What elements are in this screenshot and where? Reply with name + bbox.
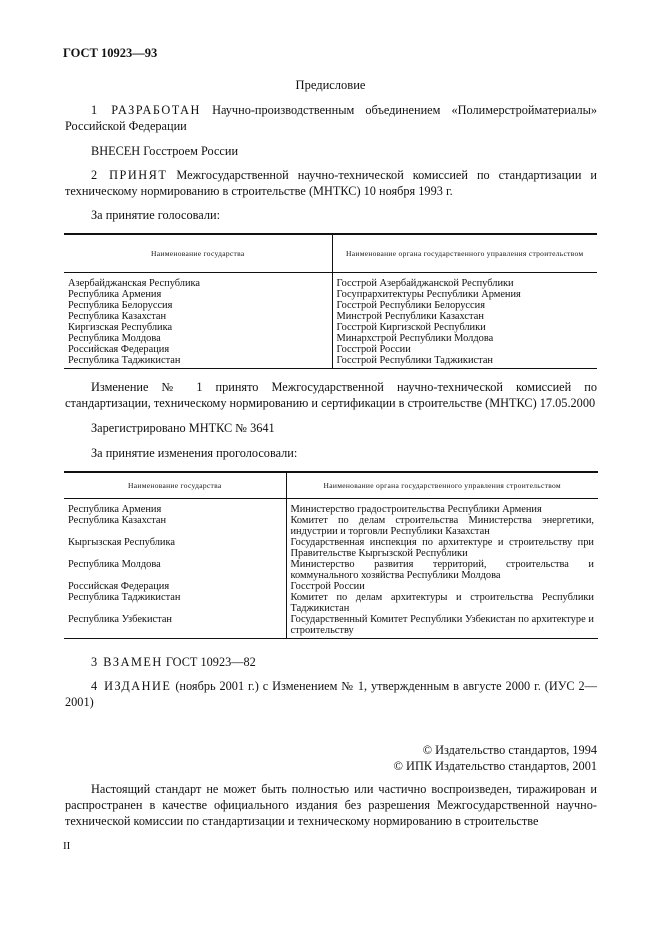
state-cell: Азербайджанская Республика — [64, 272, 332, 289]
state-cell: Республика Казахстан — [64, 515, 286, 537]
authority-cell: Государственная инспекция по архитектуре и строительству при Правительстве Кыргызской Республики — [290, 536, 594, 559]
table-row — [64, 614, 598, 639]
state-cell: Республика Армения — [64, 498, 286, 515]
state-cell: Российская Федерация — [64, 344, 332, 355]
paragraph-notice: Настоящий стандарт не может быть полностью или частично воспроизведен, тиражирован и распространен в качестве официального издания без разрешения Межгосударственной научно-технической комиссии по стандартизации и техническому нормированию в строительстве — [65, 782, 597, 828]
authority-cell: Минархстрой Республики Молдова — [336, 332, 494, 344]
state-cell: Кыргызская Республика — [64, 537, 286, 559]
vote-table-2-header-authority: Наименование органа государственного управления строительством — [286, 472, 598, 498]
table-row — [64, 592, 598, 614]
introduced-label: ВНЕСЕН — [91, 144, 141, 158]
vote-table-1-header-authority: Наименование органа государственного управления строительством — [332, 234, 597, 272]
authority-cell: Госстрой Киргизской Республики — [336, 321, 486, 333]
table-row — [64, 344, 597, 355]
edition-text: (ноябрь 2001 г.) с Изменением № 1, утвержденным в августе 2000 г. (ИУС 2—2001) — [65, 679, 597, 709]
copyright-block — [394, 742, 597, 774]
vote-table-1 — [64, 233, 597, 369]
state-cell: Республика Таджикистан — [64, 355, 332, 369]
gost-code: ГОСТ 10923—93 — [63, 46, 158, 60]
table-row — [64, 322, 597, 333]
authority-cell: Минстрой Республики Казахстан — [336, 310, 484, 322]
state-cell: Республика Таджикистан — [64, 592, 286, 614]
state-cell: Республика Казахстан — [64, 311, 332, 322]
table-row — [64, 272, 597, 289]
developed-label: 1 РАЗРАБОТАН — [91, 103, 201, 117]
introduced-text: Госстроем России — [143, 144, 239, 158]
copyright-line: © Издательство стандартов, 1994 — [422, 743, 597, 757]
authority-cell: Госупрархитектуры Республики Армения — [336, 288, 521, 300]
replaces-text: ГОСТ 10923—82 — [165, 655, 256, 669]
adopted-text: Межгосударственной научно-технической комиссией по стандартизации и техническому нормированию в строительстве (МНТКС) 10 ноября 1993 г. — [65, 168, 598, 198]
authority-cell: Госстрой России — [336, 343, 411, 355]
table-row — [64, 559, 598, 581]
table-row — [64, 289, 597, 300]
table-row — [64, 581, 598, 592]
state-cell: Республика Белоруссия — [64, 300, 332, 311]
authority-cell: Государственный Комитет Республики Узбекистан по архитектуре и строительству — [286, 614, 598, 639]
paragraph-registered: Зарегистрировано МНТКС № 3641 — [91, 421, 275, 435]
authority-cell: Министерство развития территорий, строительства и коммунального хозяйства Республики Молдова — [290, 558, 594, 581]
authority-cell: Госстрой Республики Белоруссия — [336, 299, 485, 311]
paragraph-edition — [65, 678, 597, 710]
developed-text: Научно-производственным объединением «Полимерстройматериалы» Российской Федерации — [65, 103, 598, 133]
paragraph-developed — [65, 102, 597, 134]
state-cell: Республика Молдова — [64, 333, 332, 344]
state-cell: Республика Армения — [64, 289, 332, 300]
table-row — [64, 498, 598, 515]
table-row — [64, 515, 598, 537]
paragraph-adopted — [65, 167, 597, 199]
paragraph-amendment: Изменение № 1 принято Межгосударственной научно-технической комиссией по стандартизации, техническому нормированию и сертификации в строительстве (МНТКС) 17.05.2000 — [65, 380, 597, 410]
authority-cell: Госстрой России — [290, 580, 365, 592]
voted-label: За принятие голосовали: — [91, 208, 220, 222]
vote-table-2 — [64, 471, 598, 639]
edition-label: 4 ИЗДАНИЕ — [91, 679, 172, 693]
authority-cell: Министерство градостроительства Республики Армения — [290, 503, 542, 515]
vote-table-1-header-state: Наименование государства — [64, 234, 332, 272]
table-row — [64, 355, 597, 369]
table-row — [64, 333, 597, 344]
page-number: II — [63, 840, 71, 852]
paragraph-replaces — [65, 654, 597, 670]
state-cell: Республика Узбекистан — [64, 614, 286, 639]
state-cell: Республика Молдова — [64, 559, 286, 581]
copyright-line: © ИПК Издательство стандартов, 2001 — [393, 759, 597, 773]
authority-cell: Госстрой Республики Таджикистан — [332, 355, 597, 369]
page-title: Предисловие — [295, 78, 366, 92]
replaces-label: 3 ВЗАМЕН — [91, 655, 163, 669]
authority-cell: Комитет по делам архитектуры и строительства Республики Таджикистан — [290, 591, 594, 614]
vote-table-2-header-state: Наименование государства — [64, 472, 286, 498]
paragraph-introduced — [65, 143, 597, 159]
state-cell: Киргизская Республика — [64, 322, 332, 333]
table-row — [64, 311, 597, 322]
amendment-voted-label: За принятие изменения проголосовали: — [91, 446, 298, 460]
table-row — [64, 537, 598, 559]
adopted-label: 2 ПРИНЯТ — [91, 168, 168, 182]
table-row — [64, 300, 597, 311]
authority-cell: Комитет по делам строительства Министерства энергетики, индустрии и торговли Республики Казахстан — [290, 514, 594, 537]
state-cell: Российская Федерация — [64, 581, 286, 592]
authority-cell: Госстрой Азербайджанской Республики — [336, 277, 514, 289]
